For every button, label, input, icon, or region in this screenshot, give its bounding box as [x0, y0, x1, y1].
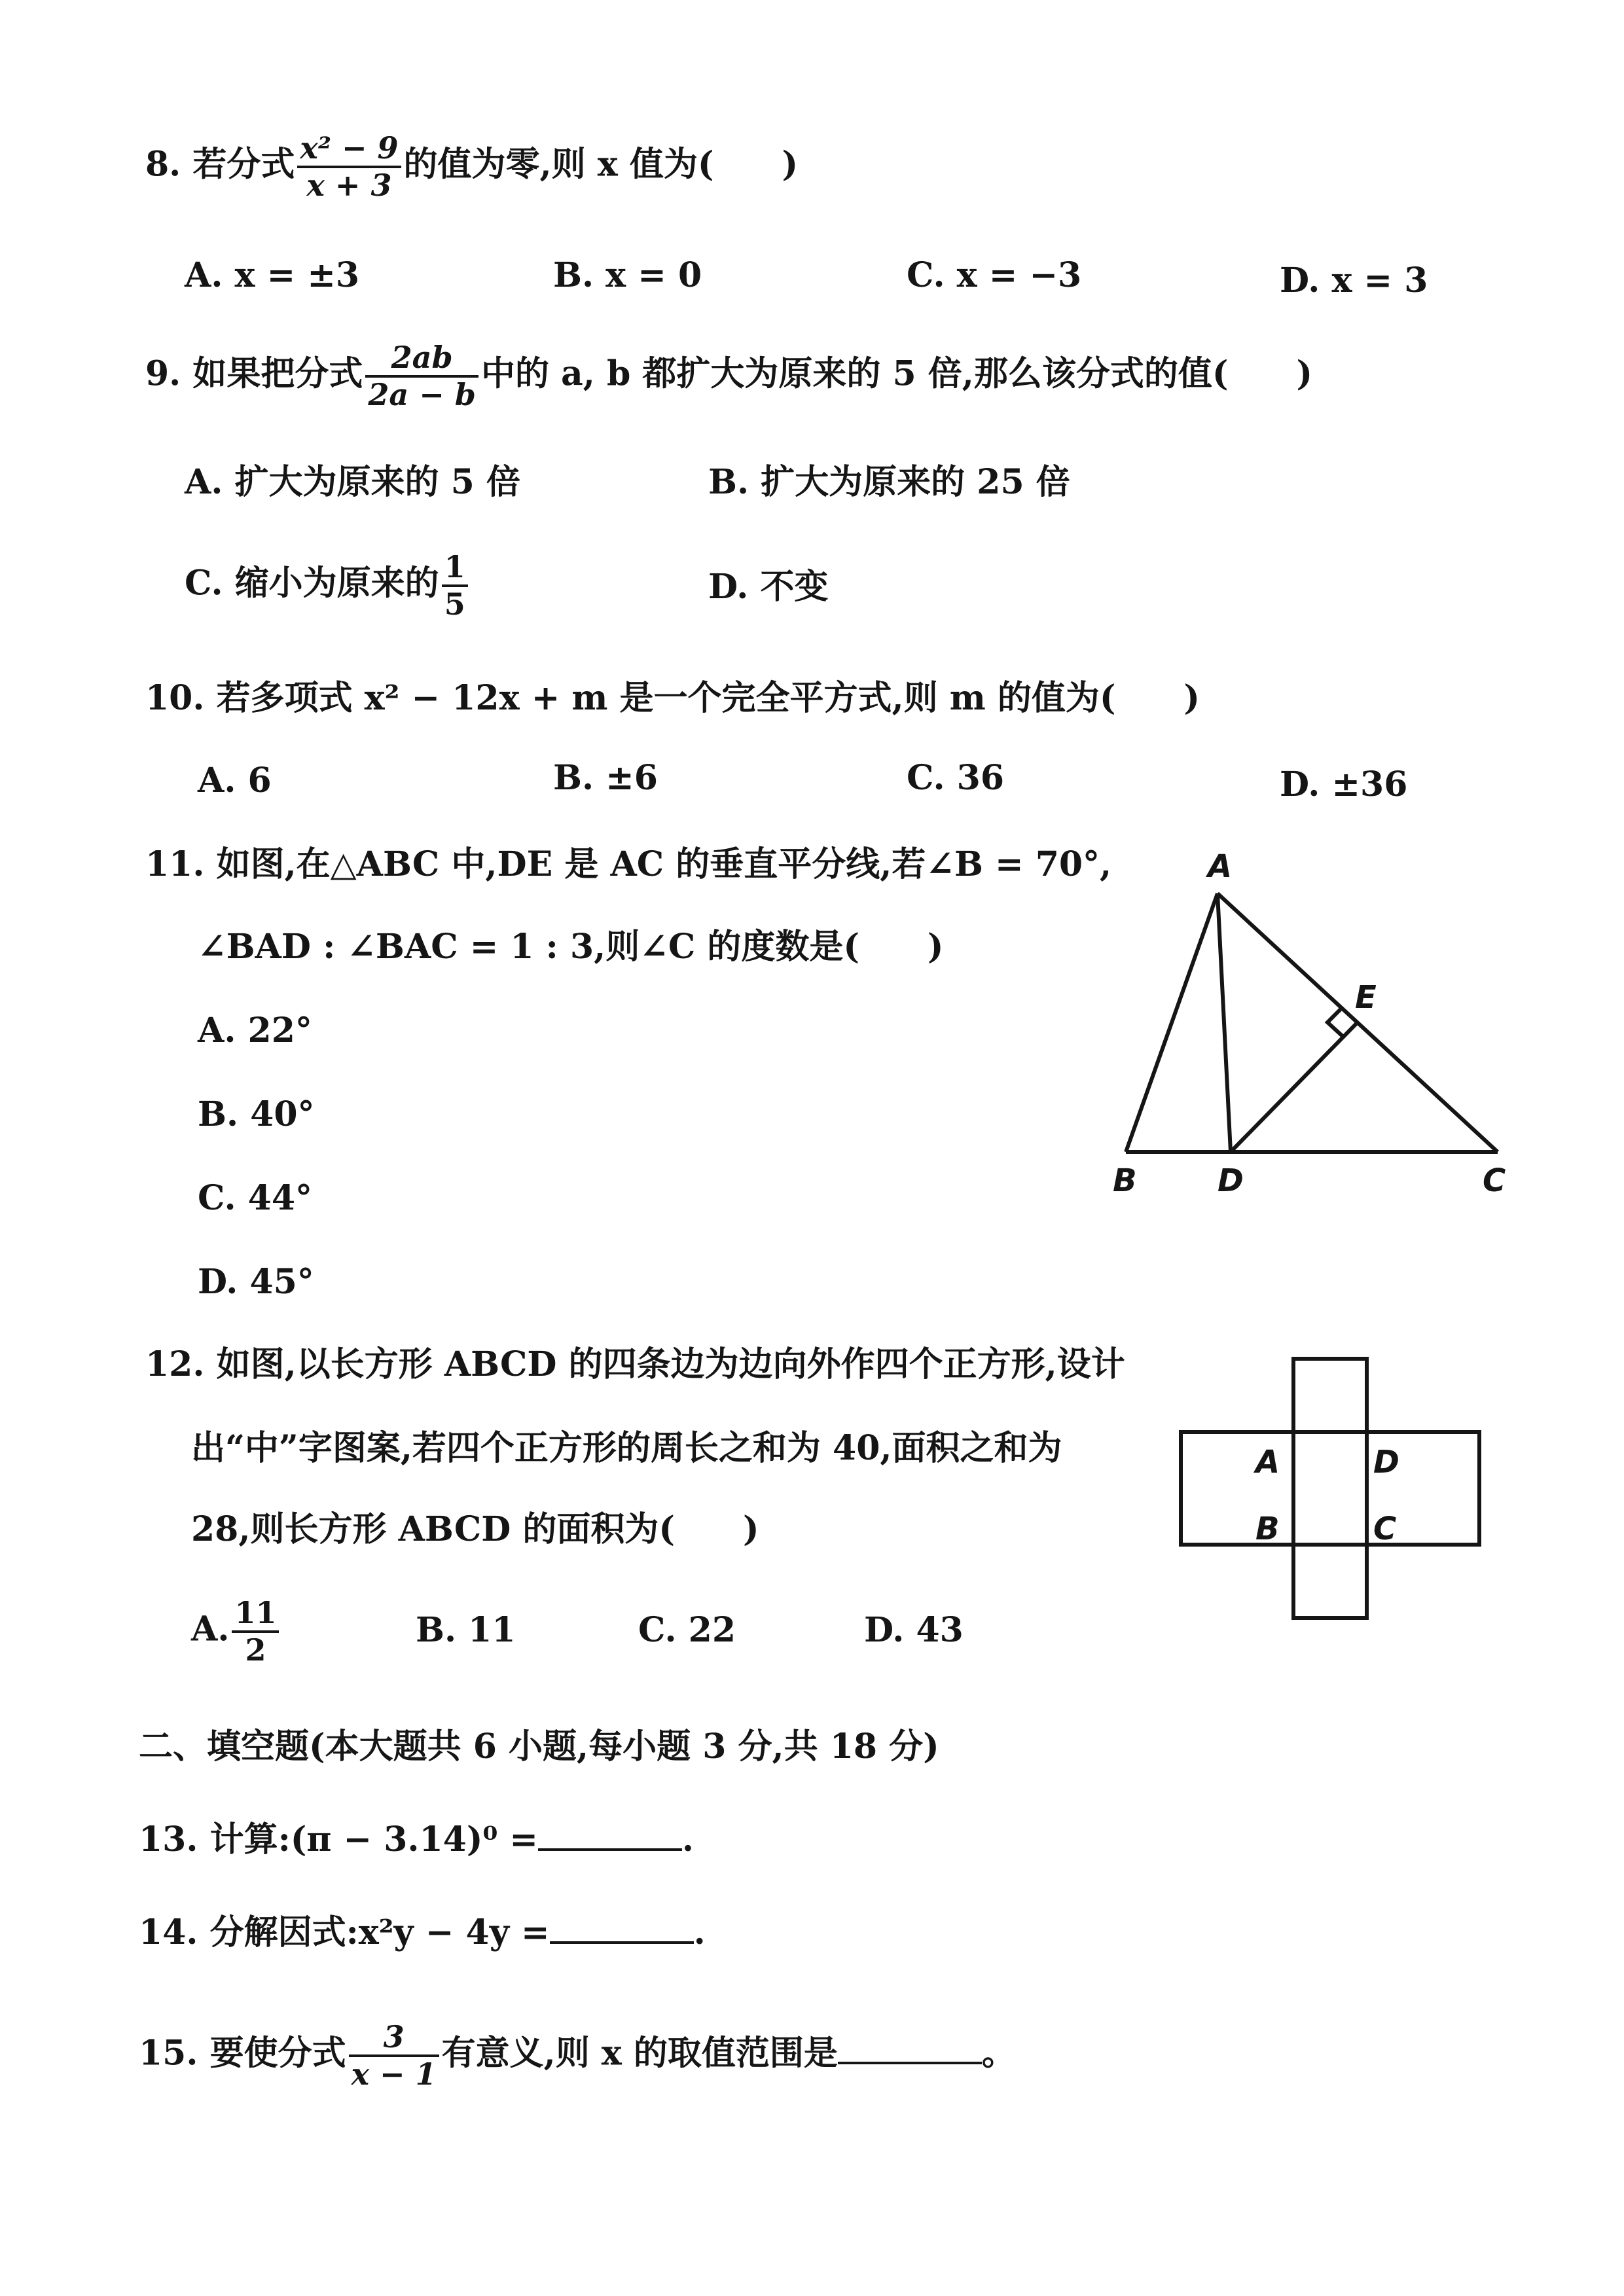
right-angle-mark: [1327, 1008, 1343, 1037]
q12-option-a-label: A.: [191, 1609, 230, 1649]
label-B: B: [1113, 1162, 1137, 1199]
bottom-square: [1293, 1545, 1367, 1618]
question-14: [139, 1912, 706, 1953]
q12-option-a-fraction: [232, 1596, 279, 1668]
q9-suffix: 中的 a, b 都扩大为原来的 5 倍,那么该分式的值( ): [480, 353, 1313, 394]
q9-option-d: D. 不变: [708, 567, 829, 607]
q9-numerator: 2ab: [365, 340, 478, 378]
cross-figure: [1165, 1348, 1506, 1656]
q9-option-a: A. 扩大为原来的 5 倍: [185, 462, 520, 502]
q9-fraction: [365, 340, 478, 412]
q9-option-c-numerator: 1: [442, 550, 468, 587]
q14-end: .: [693, 1912, 706, 1952]
q12-option-d: D. 43: [864, 1610, 964, 1650]
q11-option-c: C. 44°: [198, 1178, 313, 1218]
q8-option-b: B. x = 0: [553, 255, 702, 295]
q11-option-a: A. 22°: [198, 1011, 312, 1050]
question-13: [139, 1820, 694, 1860]
question-11-line-2: ∠BAD : ∠BAC = 1 : 3,则∠C 的度数是( ): [198, 927, 944, 967]
q8-option-c: C. x = −3: [907, 255, 1082, 295]
q8-suffix: 的值为零,则 x 值为( ): [403, 144, 799, 185]
q13-end: .: [681, 1820, 695, 1859]
label-E: E: [1355, 979, 1377, 1016]
q12-option-c: C. 22: [638, 1610, 736, 1650]
q12-option-a: [191, 1596, 281, 1668]
label-A: A: [1208, 848, 1233, 885]
segment-DE: [1231, 1022, 1358, 1152]
section-2-title: 二、填空题(本大题共 6 小题,每小题 3 分,共 18 分): [139, 1727, 939, 1767]
q8-numerator: x² − 9: [297, 131, 401, 168]
q15-fraction: [349, 2020, 439, 2092]
question-12-line-2: 出“中”字图案,若四个正方形的周长之和为 40,面积之和为: [191, 1428, 1062, 1468]
q10-option-a: A. 6: [198, 761, 272, 800]
q13-text: 13. 计算:(π − 3.14)⁰ =: [139, 1820, 538, 1859]
q10-option-d: D. ±36: [1280, 764, 1408, 804]
question-8: [145, 131, 798, 203]
question-12-line-3: 28,则长方形 ABCD 的面积为( ): [191, 1509, 759, 1549]
q9-option-c: [185, 550, 471, 622]
question-10: 10. 若多项式 x² − 12x + m 是一个完全平方式,则 m 的值为( ): [145, 678, 1200, 718]
question-15: [139, 2020, 1016, 2092]
q10-option-b: B. ±6: [553, 758, 658, 798]
triangle-figure: [1087, 838, 1532, 1204]
segment-AB: [1126, 893, 1218, 1152]
rectangle-ABCD: [1293, 1432, 1367, 1545]
label-C: C: [1483, 1162, 1506, 1199]
label-A: A: [1255, 1444, 1280, 1480]
q12-option-a-denominator: 2: [245, 1632, 266, 1668]
q9-option-c-label: C. 缩小为原来的: [185, 563, 439, 603]
label-B: B: [1255, 1511, 1280, 1547]
q9-prefix: 9. 如果把分式: [145, 353, 363, 394]
q9-option-b: B. 扩大为原来的 25 倍: [708, 462, 1070, 502]
q11-option-d: D. 45°: [198, 1262, 314, 1302]
question-12-line-1: 12. 如图,以长方形 ABCD 的四条边为边向外作四个正方形,设计: [145, 1344, 1125, 1384]
q8-prefix: 8. 若分式: [145, 144, 295, 185]
q14-answer-blank[interactable]: [550, 1915, 694, 1944]
question-11-line-1: 11. 如图,在△ABC 中,DE 是 AC 的垂直平分线,若∠B = 70°,: [145, 844, 1112, 884]
q10-option-c: C. 36: [907, 758, 1005, 798]
q14-text: 14. 分解因式:x²y − 4y =: [139, 1912, 550, 1952]
q15-suffix: 有意义,则 x 的取值范围是: [441, 2033, 838, 2073]
q12-option-b: B. 11: [416, 1610, 516, 1650]
label-C: C: [1373, 1511, 1397, 1547]
q15-prefix: 15. 要使分式: [139, 2033, 346, 2073]
q15-numerator: 3: [349, 2020, 439, 2057]
q8-denominator: x + 3: [306, 167, 392, 203]
q15-end: 。: [981, 2033, 1016, 2073]
q12-option-a-numerator: 11: [232, 1596, 279, 1633]
question-9: [145, 340, 1312, 412]
q15-denominator: x − 1: [351, 2056, 437, 2092]
q9-option-c-denominator: 5: [444, 586, 465, 622]
segment-AD: [1218, 893, 1231, 1152]
q8-fraction: [297, 131, 401, 203]
top-square: [1293, 1359, 1367, 1432]
q15-answer-blank[interactable]: [838, 2036, 982, 2064]
label-D: D: [1218, 1162, 1244, 1199]
q9-denominator: 2a − b: [368, 376, 476, 412]
label-D: D: [1373, 1444, 1399, 1480]
q11-option-b: B. 40°: [198, 1094, 315, 1134]
q9-option-c-fraction: [442, 550, 468, 622]
q8-option-a: A. x = ±3: [185, 255, 360, 295]
q13-answer-blank[interactable]: [538, 1822, 682, 1851]
q8-option-d: D. x = 3: [1280, 260, 1428, 300]
